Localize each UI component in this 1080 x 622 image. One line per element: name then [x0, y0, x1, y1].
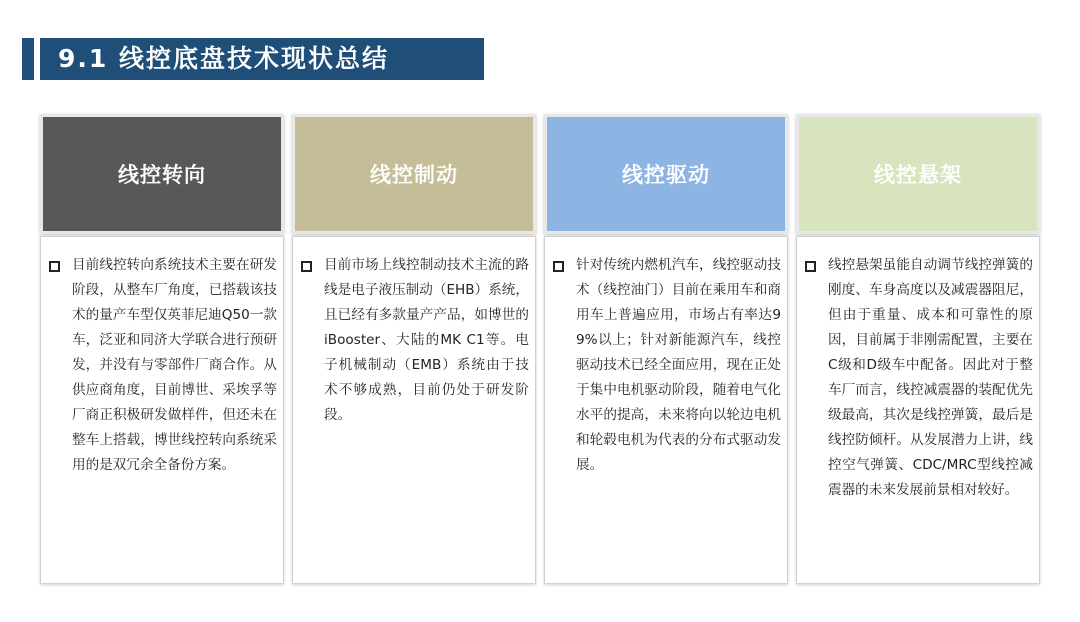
card-body: [544, 236, 788, 584]
card-header: [544, 114, 788, 234]
card-drive: [544, 114, 788, 584]
card-header: [292, 114, 536, 234]
card-suspension: [796, 114, 1040, 584]
card-heading: 线控驱动: [622, 163, 710, 187]
square-bullet-icon: [553, 261, 564, 272]
card-body: [40, 236, 284, 584]
card-header: [796, 114, 1040, 234]
card-heading: 线控转向: [118, 163, 206, 187]
card-steering: [40, 114, 284, 584]
card-heading: 线控制动: [370, 163, 458, 187]
page-title: 9.1 线控底盘技术现状总结: [58, 44, 389, 73]
square-bullet-icon: [805, 261, 816, 272]
square-bullet-icon: [49, 261, 60, 272]
square-bullet-icon: [301, 261, 312, 272]
card-text: 针对传统内燃机汽车，线控驱动技术（线控油门）目前在乘用车和商用车上普遍应用，市场占有率达99%以上；针对新能源汽车，线控驱动技术已经全面应用，现在正处于集中电机驱动阶段，随着电气化水平的提高，未来将向以轮边电机和轮毂电机为代表的分布式驱动发展。: [576, 257, 781, 473]
card-body: [292, 236, 536, 584]
card-body: [796, 236, 1040, 584]
title-accent-stripe: [34, 38, 40, 80]
card-braking: [292, 114, 536, 584]
card-heading: 线控悬架: [874, 163, 962, 187]
card-text: 目前线控转向系统技术主要在研发阶段，从整车厂角度，已搭载该技术的量产车型仅英菲尼迪Q50一款车，泛亚和同济大学联合进行预研发，并没有与零部件厂商合作。从供应商角度，目前博世、采埃孚等厂商正积极研发做样件，但还未在整车上搭载，博世线控转向系统采用的是双冗余全备份方案。: [72, 257, 277, 473]
card-text: 目前市场上线控制动技术主流的路线是电子液压制动（EHB）系统，且已经有多款量产产品，如博世的iBooster、大陆的MK C1等。电子机械制动（EMB）系统由于技术不够成熟，目前仍处于研发阶段。: [324, 257, 529, 423]
card-header: [40, 114, 284, 234]
card-text: 线控悬架虽能自动调节线控弹簧的刚度、车身高度以及减震器阻尼，但由于重量、成本和可靠性的原因，目前属于非刚需配置，主要在C级和D级车中配备。因此对于整车厂而言，线控减震器的装配优先级最高，其次是线控弹簧，最后是线控防倾杆。从发展潜力上讲，线控空气弹簧、CDC/MRC型线控减震器的未来发展前景相对较好。: [828, 257, 1033, 498]
